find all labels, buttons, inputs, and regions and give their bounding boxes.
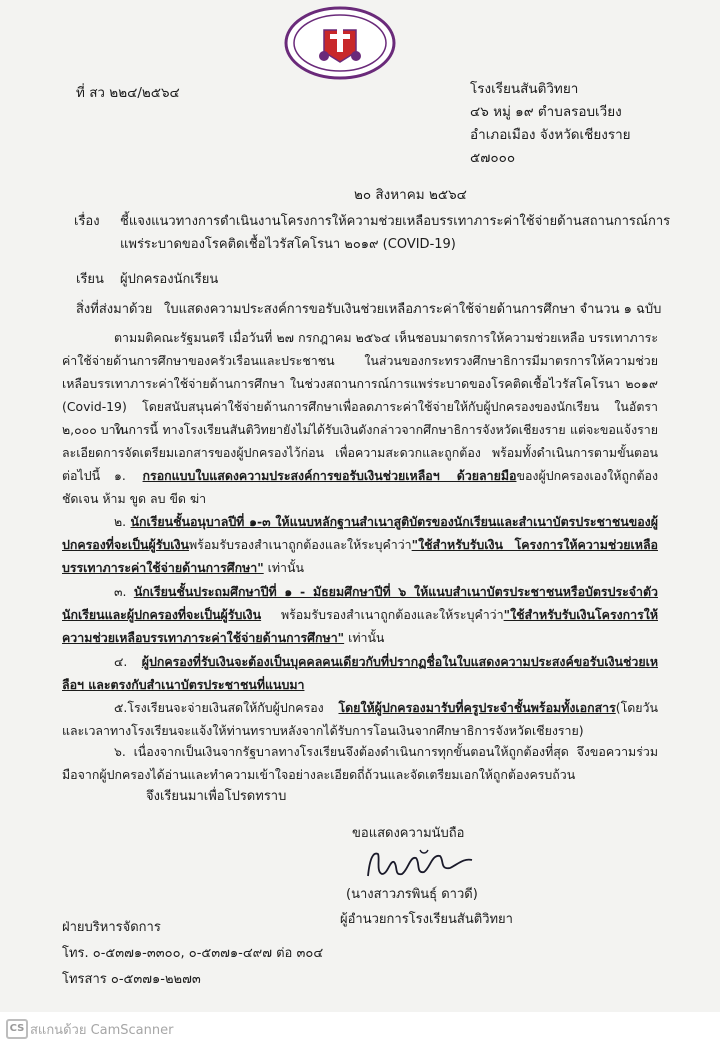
paragraph-1: ตามมติคณะรัฐมนตรี เมื่อวันที่ ๒๗ กรกฎาคม ๒๕๖๔ เห็นชอบมาตรการให้ความช่วยเหลือ บรรเทาภาระค่าใช้จ่ายด้านการศึกษาของครัวเรือนและประชาชน ในส่วนของกระทรวงศึกษาธิการมีมาตรการให้ความช่วยเหลือบรรเทาภาระค่าใช้จ่ายด้านการศึกษา ในช่วงสถานการณ์การแพร่ระบาดของโรคติดเชื้อไวรัสโคโรนา ๒๐๑๙ (Covid-19) โดยสนับสนุนค่าใช้จ่ายด้านการศึกษาเพื่อลดภาระค่าใช้จ่ายให้กับผู้ปกครองของนักเรียน ในอัตรา ๒,๐๐๐ บาท	[62, 330, 658, 437]
item-number: ๓.	[114, 584, 127, 599]
item-number: ๑.	[114, 468, 126, 483]
subject-line: ชี้แจงแนวทางการดำเนินงานโครงการให้ความช่วยเหลือบรรเทาภาระค่าใช้จ่ายด้านสถานการณ์การ	[120, 214, 671, 229]
item-3	[62, 580, 658, 649]
item-3-text: พร้อมรับรองสำเนาถูกต้องและให้ระบุคำว่า	[261, 607, 504, 622]
item-6: ๖. เนื่องจากเป็นเงินจากรัฐบาลทางโรงเรียนจึงต้องดำเนินการทุกขั้นตอนให้ถูกต้องที่สุด จึงขอความร่วมมือจากผู้ปกครองได้อ่านและทำความเข้าใจอย่างละเอียดถี่ถ้วนและจัดเตรียมเอกให้ถูกต้องครบถ้วน	[62, 744, 658, 782]
subject-line: แพร่ระบาดของโรคติดเชื้อไวรัสโคโรนา ๒๐๑๙ (COVID-19)	[120, 237, 456, 252]
enclosure-text: ใบแสดงความประสงค์การขอรับเงินช่วยเหลือภาระค่าใช้จ่ายด้านการศึกษา จำนวน ๑ ฉบับ	[164, 302, 662, 317]
closing-phrase: จึงเรียนมาเพื่อโปรดทราบ	[146, 789, 287, 804]
item-1-text: ของผู้ปกครองเองให้ถูกต้อง ชัดเจน ห้าม ขูด ลบ ขีด ฆ่า	[62, 468, 658, 506]
item-3-quote: "ใช้สำหรับรับเงินโครงการให้ความช่วยเหลือบรรเทาภาระค่าใช้จ่ายด้านการศึกษา"	[62, 607, 658, 645]
address-line: ๕๗๐๐๐	[470, 150, 516, 166]
to-recipient: ผู้ปกครองนักเรียน	[120, 272, 219, 287]
signer-name: (นางสาวภรพินธุ์ ดาวดี)	[346, 887, 478, 902]
item-3-emphasis: นักเรียนชั้นประถมศึกษาปีที่ ๑ - มัธยมศึกษาปีที่ ๖ ให้แนบสำเนาบัตรประชาชนหรือบัตรประจำตัวนักเรียนและผู้ปกครองที่จะเป็นผู้รับเงิน	[62, 584, 658, 622]
item-number: ๔.	[114, 654, 128, 669]
item-1	[62, 464, 658, 510]
subject-text	[120, 210, 670, 256]
item-2-end: เท่านั้น	[263, 560, 304, 575]
address-line: อำเภอเมือง จังหวัดเชียงราย	[470, 127, 631, 143]
item-2-emphasis: นักเรียนชั้นอนุบาลปีที่ ๑-๓ ให้แนบหลักฐานสำเนาสูติบัตรของนักเรียนและสำเนาบัตรประชาชนของผู้ปกครองที่จะเป็นผู้รับเงิน	[62, 514, 658, 552]
letter-date: ๒๐ สิงหาคม ๒๕๖๔	[354, 187, 467, 203]
subject-label: เรื่อง	[74, 214, 100, 229]
item-number: ๒.	[114, 514, 127, 529]
scanner-footer	[0, 1012, 720, 1043]
address-line: โรงเรียนสันติวิทยา	[470, 81, 579, 97]
address-line: ๔๖ หมู่ ๑๙ ตำบลรอบเวียง	[470, 104, 622, 120]
signer-title: ผู้อำนวยการโรงเรียนสันติวิทยา	[340, 912, 513, 927]
school-address	[470, 78, 631, 170]
paragraph-2: ในการนี้ ทางโรงเรียนสันติวิทยายังไม่ได้รับเงินดังกล่าวจากศึกษาธิการจังหวัดเชียงราย แต่จะขอแจ้งรายละเอียดการจัดเตรียมเอกสารของผู้ปกครองไว้ก่อน เพื่อความสะดวกและถูกต้อง พร้อมทั้งดำเนินการตามขั้นตอนต่อไปนี้	[62, 422, 658, 483]
item-2-quote: "ใช้สำหรับรับเงิน โครงการให้ความช่วยเหลือบรรเทาภาระค่าใช้จ่ายด้านการศึกษา"	[62, 537, 658, 575]
camscanner-icon: CS	[6, 1019, 28, 1039]
handwritten-signature	[360, 846, 480, 882]
school-logo	[284, 6, 396, 80]
scanner-watermark: สแกนด้วย CamScanner	[30, 1023, 174, 1038]
item-number: ๕.	[114, 700, 128, 715]
item-1-emphasis: กรอกแบบใบแสดงความประสงค์การขอรับเงินช่วยเหลือฯ ด้วยลายมือ	[142, 468, 517, 483]
fax: โทรสาร ๐-๕๓๗๑-๒๒๗๓	[62, 972, 201, 987]
item-5-rest: (โดยวันและเวลาทางโรงเรียนจะแจ้งให้ท่านทราบหลังจากได้รับการโอนเงินจากศึกษาธิการจังหวัดเชียงราย)	[62, 700, 658, 738]
item-5-emphasis: โดยให้ผู้ปกครองมารับที่ครูประจำชั้นพร้อมทั้งเอกสาร	[338, 700, 616, 715]
enclosure-label: สิ่งที่ส่งมาด้วย	[76, 302, 153, 317]
item-4	[62, 650, 658, 696]
item-3-end: เท่านั้น	[344, 630, 385, 645]
department: ฝ่ายบริหารจัดการ	[62, 920, 161, 935]
respect-phrase: ขอแสดงความนับถือ	[352, 826, 465, 841]
reference-number: ที่ สว ๒๒๔/๒๕๖๔	[76, 85, 180, 101]
to-label: เรียน	[76, 272, 104, 287]
item-5-text: โรงเรียนจะจ่ายเงินสดให้กับผู้ปกครอง	[127, 700, 339, 715]
telephone: โทร. ๐-๕๓๗๑-๓๓๐๐, ๐-๕๓๗๑-๔๙๗ ต่อ ๓๐๔	[62, 946, 324, 961]
item-4-emphasis: ผู้ปกครองที่รับเงินจะต้องเป็นบุคคลคนเดียวกับที่ปรากฏชื่อในใบแสดงความประสงค์ขอรับเงินช่วยเหลือฯ และตรงกับสำเนาบัตรประชาชนที่แนบมา	[62, 654, 658, 692]
item-2	[62, 510, 658, 579]
item-2-text: พร้อมรับรองสำเนาถูกต้องและให้ระบุคำว่า	[189, 537, 412, 552]
item-5	[62, 696, 658, 742]
